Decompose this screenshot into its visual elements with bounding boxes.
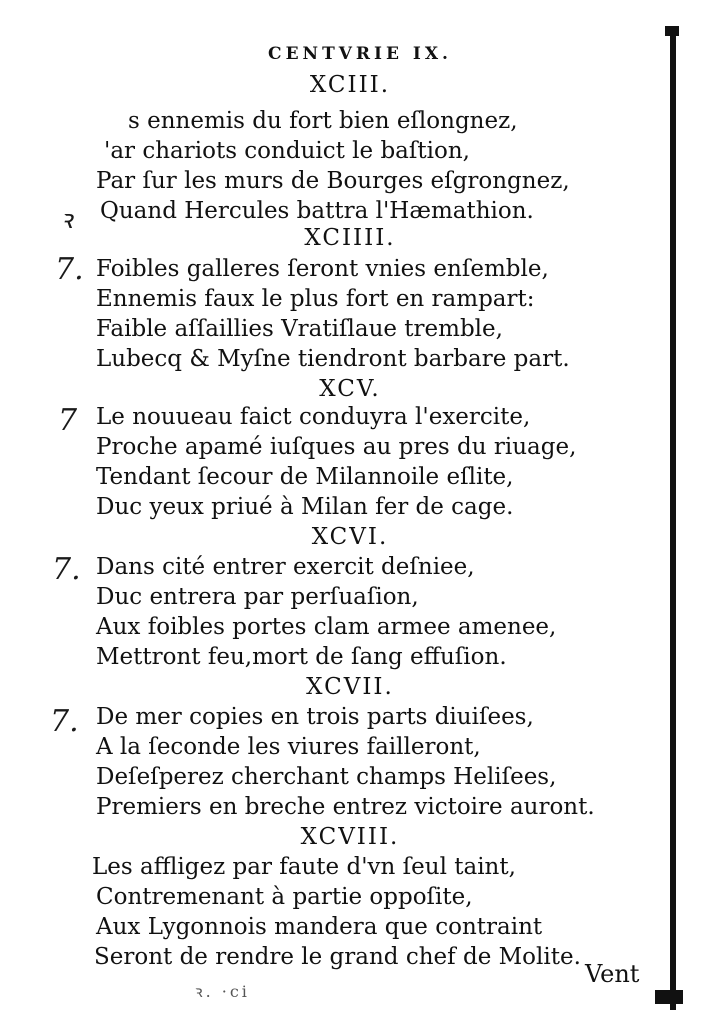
verse-line: Lubecq & Myſne tiendront barbare part. [96, 346, 570, 372]
margin-mark: 7 [58, 403, 78, 438]
verse-line: 'ar chariots conduict le baſtion, [104, 138, 470, 164]
verse-line: Deſeſperez cherchant champs Heliſees, [96, 764, 557, 790]
verse-line: Dans cité entrer exercit deſniee, [96, 554, 475, 580]
verse-line: Ennemis faux le plus fort en rampart: [96, 286, 535, 312]
quatrain-number: XCVIII. [300, 824, 400, 850]
running-header: CENTVRIE IX. [268, 44, 452, 64]
verse-line: Aux Lygonnois mandera que contraint [96, 914, 543, 940]
quatrain-number: XCV. [319, 376, 381, 402]
quatrain-number: XCIIII. [304, 225, 396, 251]
verse-line: Duc entrera par perſuaſion, [96, 584, 419, 610]
quatrain-number: XCVI. [311, 524, 389, 550]
verse-line: Faible aſſaillies Vratiſlaue tremble, [96, 316, 503, 342]
quatrain-number: XCVII. [306, 674, 394, 700]
signature-mark: ꝛ. ·ci [195, 982, 250, 1001]
verse-line: Foibles galleres ſeront vnies enſemble, [96, 256, 549, 282]
verse-line: Contremenant à partie oppoſite, [96, 884, 473, 910]
verse-line: Le nouueau faict conduyra l'exercite, [96, 404, 531, 430]
margin-rule-bottom [655, 990, 683, 1004]
margin-mark: ꝛ [60, 205, 73, 235]
verse-line: s ennemis du fort bien eſlongnez, [128, 108, 518, 134]
verse-line: Duc yeux priué à Milan fer de cage. [96, 494, 514, 520]
verse-line: A la ſeconde les viures failleront, [96, 734, 481, 760]
verse-line: De mer copies en trois parts diuiſees, [96, 704, 534, 730]
verse-line: Quand Hercules battra l'Hæmathion. [100, 198, 534, 224]
margin-mark: 7. [55, 252, 84, 287]
margin-mark: 7. [50, 704, 79, 739]
verse-line: Premiers en breche entrez victoire auront. [96, 794, 595, 820]
catchword: Vent [585, 960, 640, 988]
margin-mark: 7. [52, 552, 81, 587]
verse-line: Les affligez par faute d'vn ſeul taint, [92, 854, 516, 880]
quatrain-number: XCIII. [309, 72, 391, 98]
verse-line: Proche apamé iuſques au pres du riuage, [96, 434, 577, 460]
verse-line: Tendant ſecour de Milannoile eſlite, [96, 464, 514, 490]
verse-line: Mettront feu,mort de ſang effuſion. [96, 644, 507, 670]
verse-line: Seront de rendre le grand chef de Molite. [94, 944, 581, 970]
verse-line: Aux foibles portes clam armee amenee, [96, 614, 557, 640]
verse-line: Par ſur les murs de Bourges eſgrongnez, [96, 168, 570, 194]
margin-rule-vertical [670, 30, 676, 1010]
